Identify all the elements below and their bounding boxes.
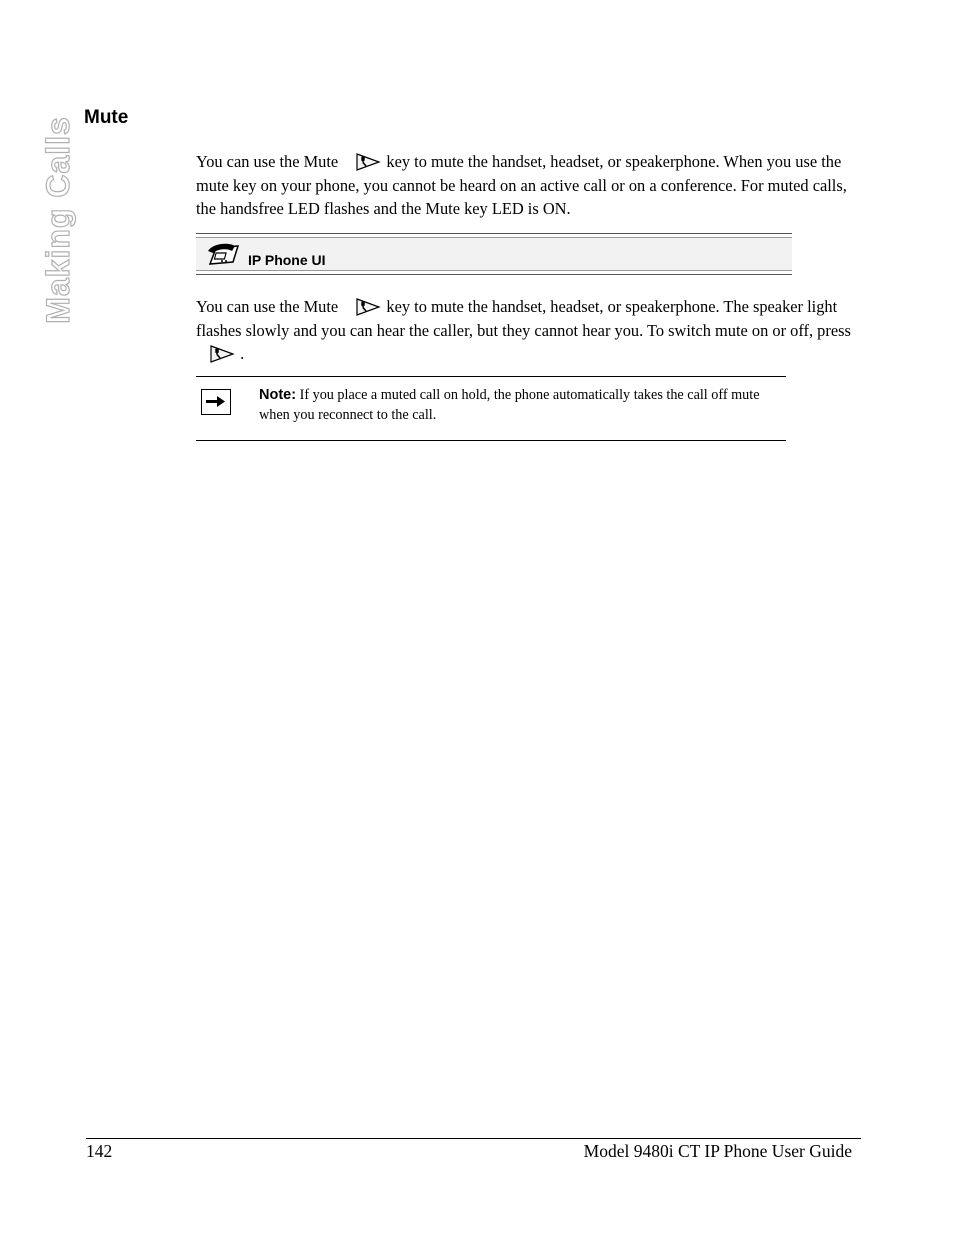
mute-key-icon: [342, 297, 382, 317]
ip-phone-ui-paragraph: [196, 295, 858, 366]
section-heading: Mute: [84, 107, 129, 128]
note-text: [259, 386, 784, 425]
paragraph-text: key to mute the handset, headset, or speakerphone. When you use the mute key on your phone, you cannot be heard on an active call or on a conference. For muted calls, the handsfree LED flashes and the Mute key LED is ON.: [196, 152, 847, 219]
note-label: Note:: [259, 387, 297, 403]
mute-key-icon: [342, 152, 382, 172]
ip-phone-ui-bar: [196, 233, 792, 275]
paragraph-text: You can use the Mute: [196, 297, 343, 316]
paragraph-text: .: [240, 344, 245, 364]
ip-phone-ui-label: IP Phone UI: [248, 252, 326, 268]
mute-key-icon: [196, 344, 236, 364]
page-number: 142: [86, 1141, 113, 1161]
side-tab-text: Making Calls: [40, 116, 76, 324]
paragraph-text: key to mute the handset, headset, or speakerphone. The speaker light flashes slowly and you can hear the caller, but they cannot hear you. To switch mute on or off, press: [196, 297, 851, 340]
mute-description-paragraph: [196, 150, 858, 221]
arrow-right-icon: [201, 389, 231, 415]
phone-icon: [205, 242, 241, 273]
footer-divider: [86, 1138, 861, 1139]
note-box: [196, 376, 786, 441]
side-tab-making-calls: [18, 108, 88, 338]
guide-title: Model 9480i CT IP Phone User Guide: [583, 1141, 852, 1161]
note-body: If you place a muted call on hold, the phone automatically takes the call off mute when you reconnect to the call.: [259, 387, 760, 423]
paragraph-text: You can use the Mute: [196, 152, 343, 171]
